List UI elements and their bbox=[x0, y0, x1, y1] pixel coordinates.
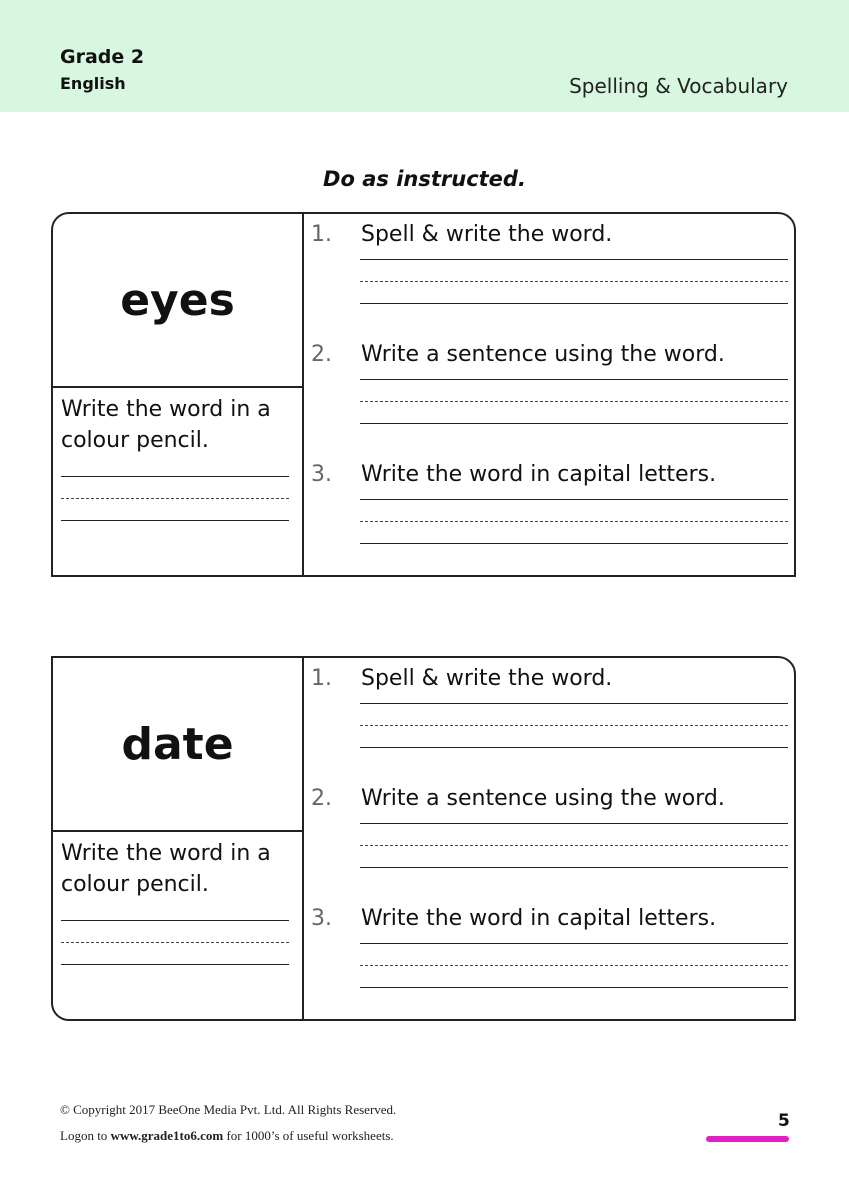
writing-line[interactable] bbox=[360, 867, 788, 868]
instruction-heading: Do as instructed. bbox=[323, 167, 526, 191]
writing-line[interactable] bbox=[360, 543, 788, 544]
page-header bbox=[0, 0, 849, 112]
writing-guide-line bbox=[61, 942, 289, 943]
copyright-notice: © Copyright 2017 BeeOne Media Pvt. Ltd. All Rights Reserved. bbox=[60, 1102, 397, 1117]
target-word: eyes bbox=[120, 274, 235, 326]
word-panel bbox=[53, 658, 304, 1019]
writing-line[interactable] bbox=[360, 423, 788, 424]
task-number: 2. bbox=[311, 342, 332, 367]
writing-line[interactable] bbox=[360, 379, 788, 380]
page-number: 5 bbox=[778, 1111, 790, 1131]
colour-pencil-prompt: Write the word in a colour pencil. bbox=[61, 841, 271, 897]
website-link[interactable]: www.grade1to6.com bbox=[110, 1128, 224, 1143]
writing-line[interactable] bbox=[360, 259, 788, 260]
brand-bar bbox=[706, 1136, 789, 1142]
grade-label: Grade 2 bbox=[60, 46, 145, 68]
website-notice bbox=[60, 1128, 394, 1144]
writing-guide-line bbox=[61, 498, 289, 499]
writing-guide-line bbox=[360, 401, 788, 402]
topic-label: Spelling & Vocabulary bbox=[569, 74, 788, 98]
word-card-1 bbox=[51, 212, 796, 577]
writing-line[interactable] bbox=[360, 987, 788, 988]
writing-guide-line bbox=[360, 281, 788, 282]
writing-guide-line bbox=[360, 845, 788, 846]
writing-guide-line bbox=[360, 521, 788, 522]
task-text: Write the word in capital letters. bbox=[361, 462, 717, 487]
task-number: 1. bbox=[311, 666, 332, 691]
writing-line[interactable] bbox=[61, 476, 289, 477]
writing-line[interactable] bbox=[61, 920, 289, 921]
task-text: Spell & write the word. bbox=[361, 222, 613, 247]
writing-line[interactable] bbox=[360, 823, 788, 824]
task-text: Write a sentence using the word. bbox=[361, 786, 725, 811]
subject-label: English bbox=[60, 74, 126, 93]
task-text: Spell & write the word. bbox=[361, 666, 613, 691]
word-card-2 bbox=[51, 656, 796, 1021]
task-number: 3. bbox=[311, 906, 332, 931]
writing-guide-line bbox=[360, 725, 788, 726]
writing-line[interactable] bbox=[360, 943, 788, 944]
task-text: Write a sentence using the word. bbox=[361, 342, 725, 367]
task-number: 1. bbox=[311, 222, 332, 247]
task-number: 3. bbox=[311, 462, 332, 487]
writing-line[interactable] bbox=[61, 964, 289, 965]
writing-line[interactable] bbox=[360, 499, 788, 500]
word-box bbox=[53, 658, 302, 832]
writing-guide-line bbox=[360, 965, 788, 966]
colour-pencil-prompt: Write the word in a colour pencil. bbox=[61, 397, 271, 453]
logon-suffix: for 1000’s of useful worksheets. bbox=[223, 1128, 394, 1143]
writing-line[interactable] bbox=[61, 520, 289, 521]
writing-line[interactable] bbox=[360, 747, 788, 748]
word-panel bbox=[53, 214, 304, 575]
target-word: date bbox=[121, 718, 234, 770]
logon-prefix: Logon to bbox=[60, 1128, 111, 1143]
writing-line[interactable] bbox=[360, 303, 788, 304]
writing-line[interactable] bbox=[360, 703, 788, 704]
task-number: 2. bbox=[311, 786, 332, 811]
task-text: Write the word in capital letters. bbox=[361, 906, 717, 931]
word-box bbox=[53, 214, 302, 388]
